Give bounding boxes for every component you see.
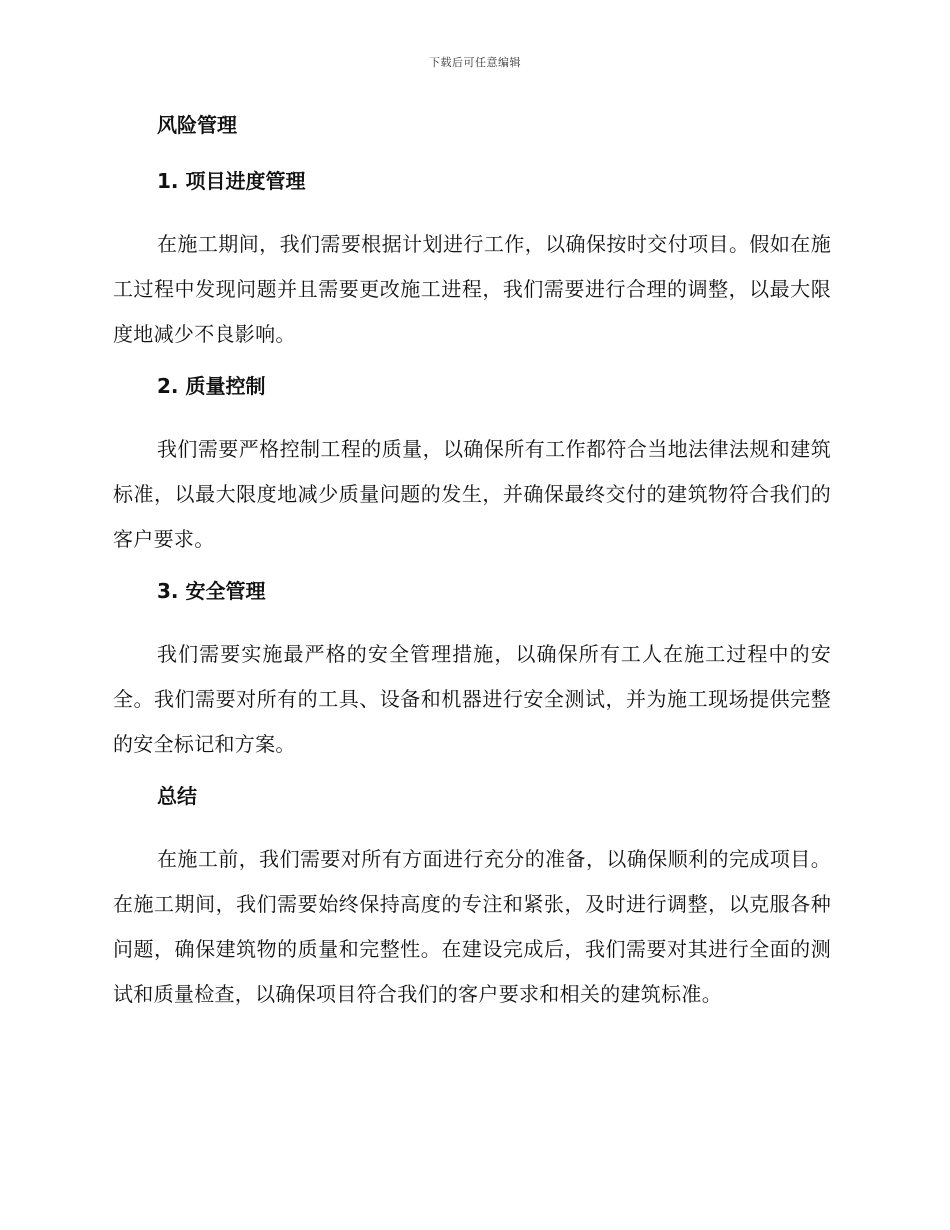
paragraph-quality: 我们需要严格控制工程的质量，以确保所有工作都符合当地法律法规和建筑标准，以最大限度地减少质量问题的发生，并确保最终交付的建筑物符合我们的客户要求。 xyxy=(113,437,831,551)
section-heading-schedule: 1. 项目进度管理 xyxy=(157,169,306,193)
paragraph-summary: 在施工前，我们需要对所有方面进行充分的准备，以确保顺利的完成项目。在施工期间，我们需要始终保持高度的专注和紧张，及时进行调整，以克服各种问题，确保建筑物的质量和完整性。在建设完成后，我们需要对其进行全面的测试和质量检查，以确保项目符合我们的客户要求和相关的建筑标准。 xyxy=(113,847,831,1006)
section-heading-safety: 3. 安全管理 xyxy=(157,579,266,603)
section-heading-quality: 2. 质量控制 xyxy=(157,374,266,398)
document-body xyxy=(113,110,831,1017)
section-heading-risk-management: 风险管理 xyxy=(157,113,237,137)
section-heading-summary: 总结 xyxy=(157,784,197,808)
paragraph-schedule: 在施工期间，我们需要根据计划进行工作，以确保按时交付项目。假如在施工过程中发现问题并且需要更改施工进程，我们需要进行合理的调整，以最大限度地减少不良影响。 xyxy=(113,232,831,346)
paragraph-safety: 我们需要实施最严格的安全管理措施，以确保所有工人在施工过程中的安全。我们需要对所有的工具、设备和机器进行安全测试，并为施工现场提供完整的安全标记和方案。 xyxy=(113,642,831,756)
header-note: 下载后可任意编辑 xyxy=(429,56,521,69)
